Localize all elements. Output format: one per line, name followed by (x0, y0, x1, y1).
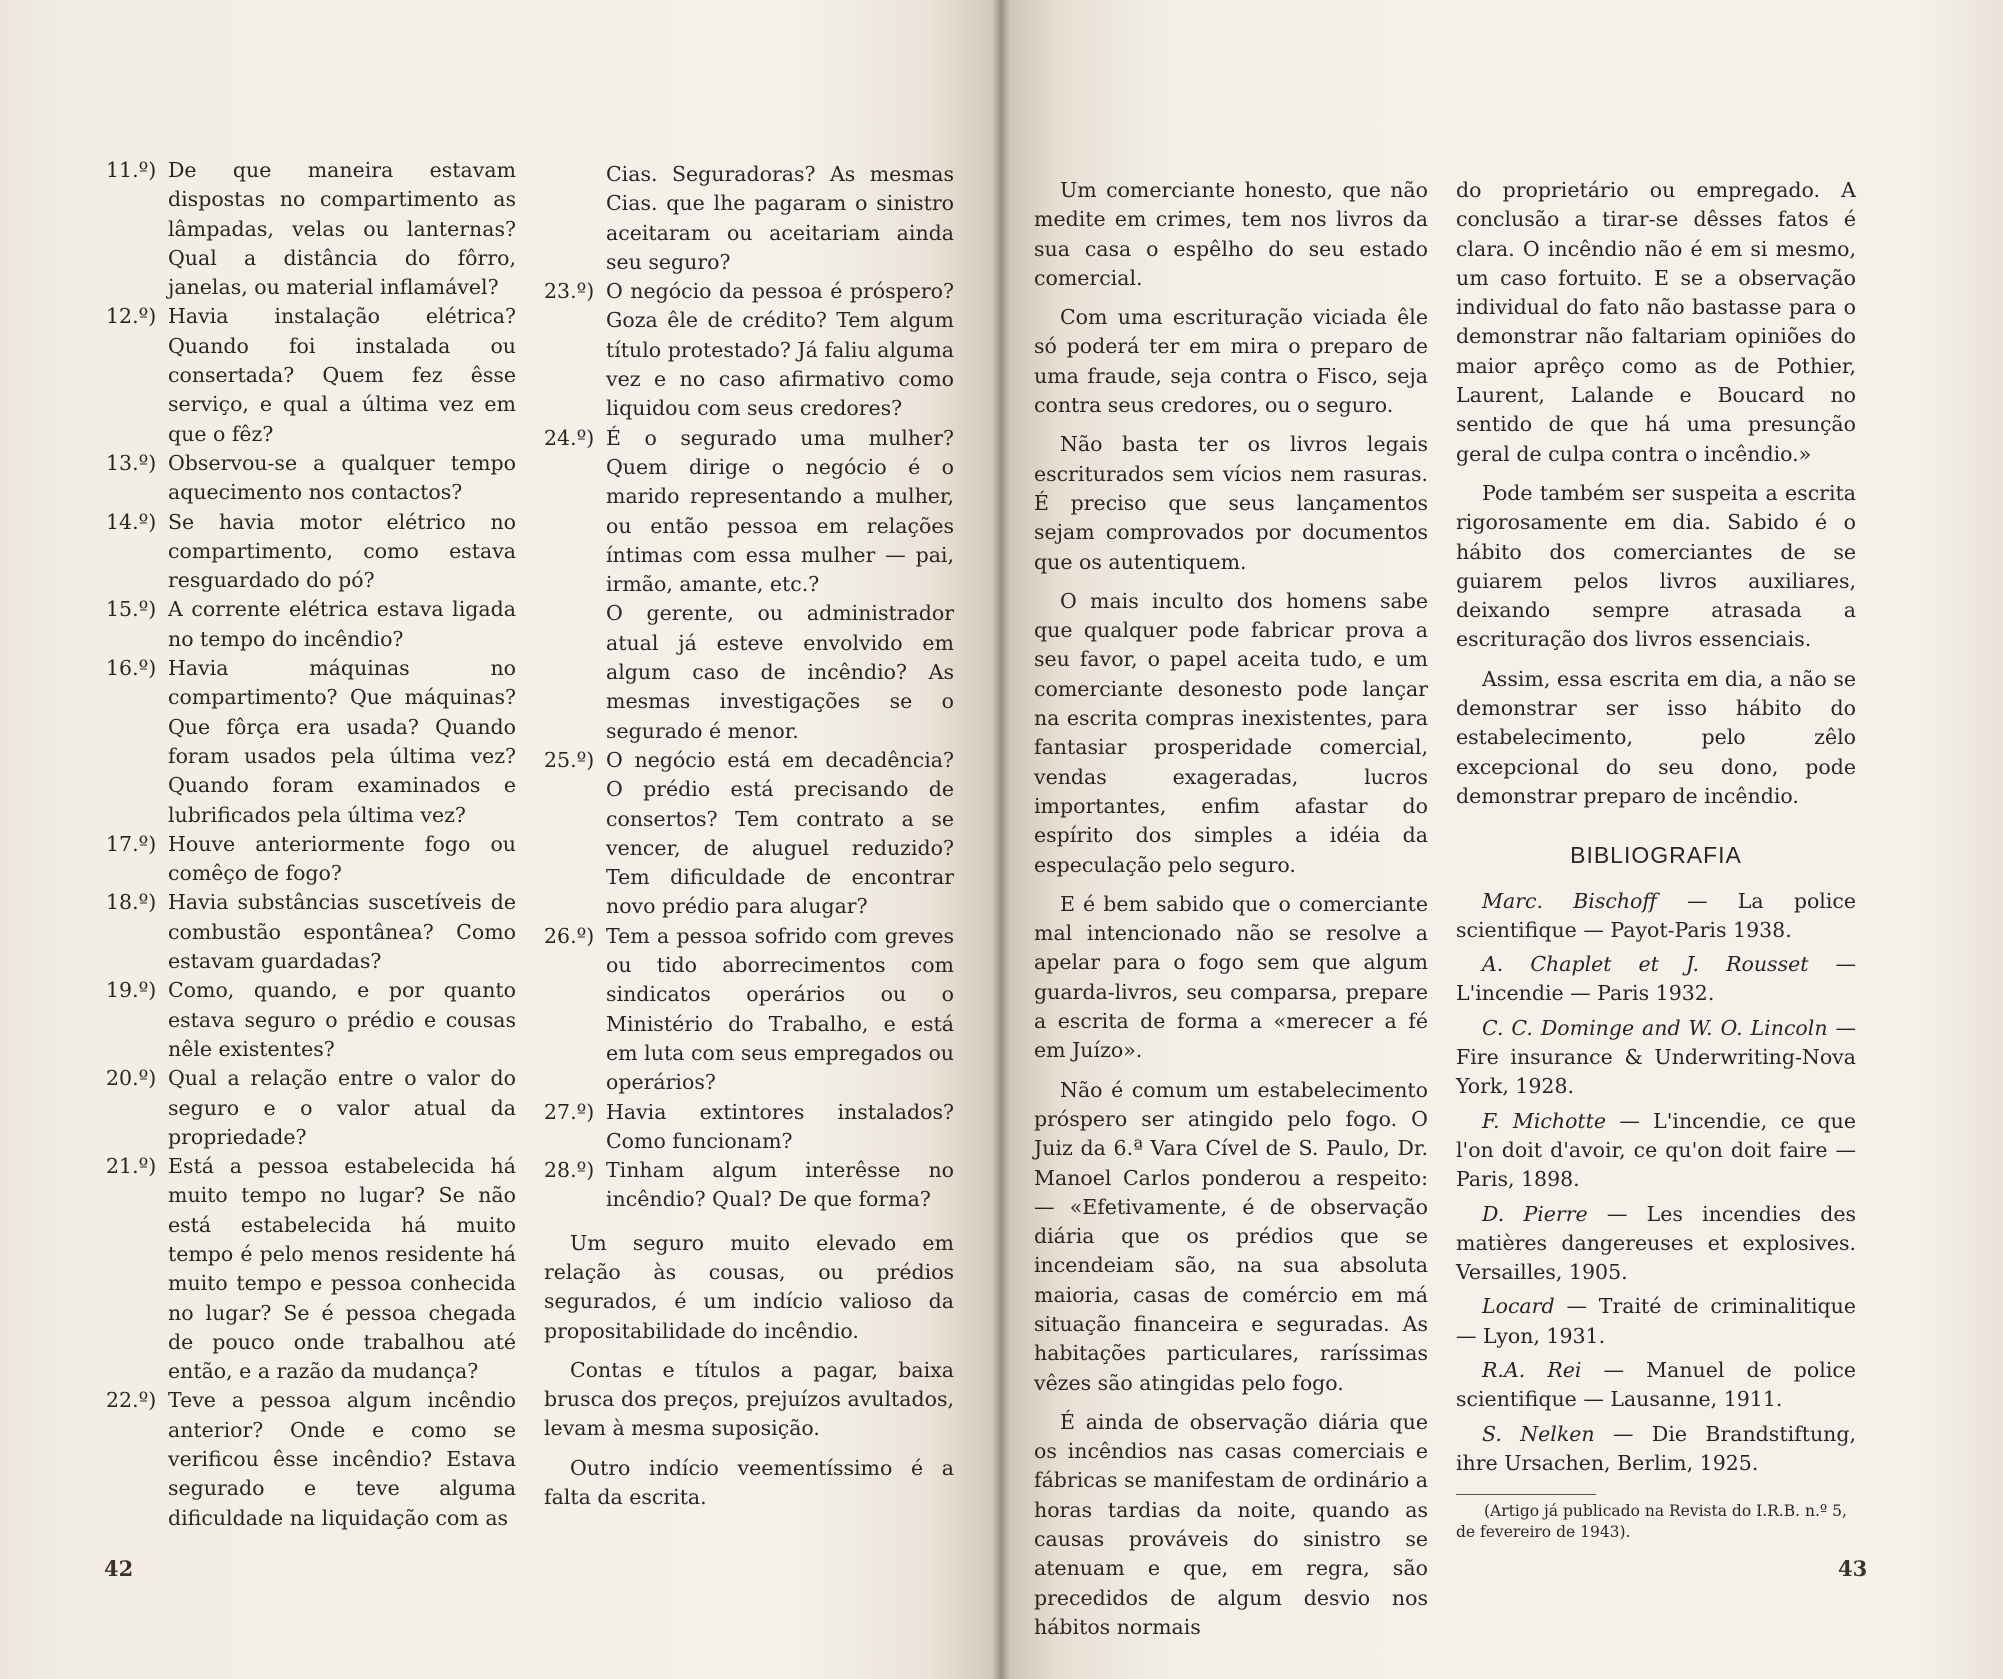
question-item (106, 1152, 516, 1386)
bibliography-author: C. C. Dominge and W. O. Lincoln (1482, 1015, 1828, 1040)
question-text: Houve anteriormente fogo ou comêço de fogo? (168, 831, 516, 886)
question-number: 26.º) (544, 923, 595, 948)
paragraph: O mais inculto dos homens sabe que qualquer pode fabricar prova a seu favor, o papel aceita tudo, e um comerciante desonesto pode lançar na escrita compras inexistentes, para fantasiar prosperidade comercial, vendas exageradas, lucros importantes, enfim afastar do espírito dos simples a idéia da especulação pelo seguro. (1034, 588, 1428, 877)
right-page-column-2 (1456, 176, 1856, 1543)
book-gutter (992, 0, 1010, 1679)
question-text: Havia substâncias suscetíveis de combustão espontânea? Como estavam guardadas? (168, 890, 516, 974)
question-number: 11.º) (106, 158, 157, 182)
question-text: Qual a relação entre o valor do seguro e o valor atual da propriedade? (168, 1066, 516, 1149)
question-text: Tinham algum interêsse no incêndio? Qual? De que forma? (606, 1158, 954, 1212)
bibliography-entry (1456, 1356, 1856, 1415)
bibliography-author: F. Michotte (1482, 1108, 1607, 1133)
bibliography-details: — Les incendies des matières dangereuses et explosives. Versailles, 1905. (1456, 1201, 1857, 1285)
bibliography-details: — La police scientifique — Payot-Paris 1938. (1456, 888, 1857, 942)
question-item (544, 277, 954, 423)
question-text: Havia extintores instalados? Como funcionam? (606, 1099, 954, 1153)
page-number-left: 42 (104, 1556, 134, 1581)
question-item (106, 888, 516, 976)
paragraph: Pode também ser suspeita a escrita rigorosamente em dia. Sabido é o hábito dos comerciantes de se guiarem pelos livros auxiliares, deixando sempre atrasada a escrituração dos livros essenciais. (1456, 480, 1856, 652)
paragraph-continued: Cias. Seguradoras? As mesmas Cias. que lhe pagaram o sinistro aceitaram ou aceitariam ainda seu seguro? (606, 162, 954, 274)
question-number: 16.º) (106, 656, 157, 681)
paragraph: Um comerciante honesto, que não medite em crimes, tem nos livros da sua casa o espêlho do seu estado comercial. (1034, 178, 1428, 290)
question-item (106, 302, 516, 448)
bibliography-author: S. Nelken (1482, 1421, 1595, 1446)
question-item (106, 508, 516, 596)
question-number: 24.º) (544, 425, 595, 450)
question-item (544, 1156, 954, 1215)
paragraph: Um seguro muito elevado em relação às cousas, ou prédios segurados, é um indício valioso da propositabilidade do incêndio. (544, 1230, 954, 1343)
bibliography-entry (1456, 1014, 1856, 1102)
paragraph: Não é comum um estabelecimento próspero ser atingido pelo fogo. O Juiz da 6.ª Vara Cível de S. Paulo, Dr. Manoel Carlos ponderou a respeito: — «Efetivamente, é de observação diária que os prédios que se incendeiam são, na sua absoluta maioria, casas de comércio em má situação financeira e seguradas. As habitações particulares, raríssimas vêzes são atingidas pelo fogo. (1034, 1077, 1428, 1395)
question-item (106, 449, 516, 508)
question-item (106, 654, 516, 830)
bibliography-details: — L'incendie — Paris 1932. (1456, 952, 1856, 1006)
bibliography-heading: BIBLIOGRAFIA (1570, 842, 1742, 869)
paragraph: Com uma escrituração viciada êle só poderá ter em mira o preparo de uma fraude, seja contra o Fisco, seja contra seus credores, ou o seguro. (1034, 305, 1428, 418)
paragraph: O gerente, ou administrador atual já esteve envolvido em algum caso de incêndio? As mesmas investigações se o segurado é menor. (606, 601, 954, 743)
right-page (1000, 0, 2003, 1679)
question-text: Teve a pessoa algum incêndio anterior? Onde e como se verificou êsse incêndio? Estava segurado e teve alguma dificuldade na liquidação com as (168, 1388, 516, 1530)
question-number: 17.º) (106, 831, 157, 856)
paragraph: Outro indício veementíssimo é a falta da escrita. (544, 1455, 954, 1510)
question-number: 15.º) (106, 597, 157, 622)
footnote: (Artigo já publicado na Revista do I.R.B. n.º 5, de fevereiro de 1943). (1456, 1502, 1847, 1542)
question-item (106, 830, 516, 889)
question-number: 22.º) (106, 1388, 157, 1413)
bibliography-details: — Manuel de police scientifique — Lausanne, 1911. (1456, 1357, 1856, 1412)
question-number: 14.º) (106, 509, 157, 534)
bibliography-author: A. Chaplet et J. Rousset (1482, 952, 1809, 977)
question-number: 18.º) (106, 890, 157, 915)
question-item (106, 1064, 516, 1152)
bibliography-details: — Traité de criminalitique — Lyon, 1931. (1456, 1294, 1856, 1348)
question-item (106, 1386, 516, 1532)
page-number-right: 43 (1838, 1556, 1868, 1581)
bibliography-details: — Fire insurance & Underwriting-Nova York, 1928. (1456, 1015, 1856, 1099)
question-text: De que maneira estavam dispostas no compartimento as lâmpadas, velas ou lanternas? Qual a distância do fôrro, janelas, ou material inflamável? (168, 158, 516, 300)
question-number: 13.º) (106, 450, 157, 475)
bibliography-author: Locard (1482, 1294, 1555, 1319)
footnote-block (1456, 1494, 1856, 1543)
paragraph: Assim, essa escrita em dia, a não se demonstrar ser isso hábito do estabelecimento, pelo zêlo excepcional do seu dono, pode demonstrar preparo de incêndio. (1456, 666, 1856, 808)
footnote-rule (1456, 1494, 1596, 1495)
paragraph: E é bem sabido que o comerciante mal intencionado não se resolve a apelar para o fogo sem que algum guarda-livros, seu comparsa, prepare a escrita de forma a «merecer a fé em Juízo». (1034, 891, 1428, 1063)
paragraph: É ainda de observação diária que os incêndios nas casas comerciais e fábricas se manifestam de ordinário a horas tardias da noite, quando as causas prováveis do sinistro se atenuam e que, em regra, são precedidos de algum desvio nos hábitos normais (1034, 1409, 1428, 1639)
bibliography-details: — Die Brandstiftung, ihre Ursachen, Berlim, 1925. (1456, 1421, 1856, 1475)
question-text: Havia instalação elétrica? Quando foi instalada ou consertada? Quem fez êsse serviço, e qual a última vez em que o fêz? (168, 304, 516, 446)
question-text: Tem a pessoa sofrido com greves ou tido aborrecimentos com sindicatos operários ou o Ministério do Trabalho, e está em luta com seus empregados ou operários? (606, 923, 954, 1095)
question-item (544, 1098, 954, 1157)
question-number: 23.º) (544, 279, 595, 304)
bibliography-entry (1456, 887, 1856, 946)
question-number: 25.º) (544, 747, 595, 772)
question-number: 12.º) (106, 304, 157, 329)
bibliography-entry (1456, 1292, 1856, 1351)
bibliography-entry (1456, 950, 1856, 1009)
question-number: 19.º) (106, 978, 157, 1003)
right-page-column-1 (1034, 176, 1428, 1652)
question-number: 27.º) (544, 1099, 595, 1124)
bibliography-entry (1456, 1107, 1856, 1195)
question-item (106, 156, 516, 302)
question-number: 20.º) (106, 1066, 157, 1091)
question-text: Se havia motor elétrico no compartimento, como estava resguardado do pó? (168, 509, 516, 593)
question-item (106, 976, 516, 1064)
question-text: É o segurado uma mulher? Quem dirige o negócio é o marido representando a mulher, ou então pessoa em relações íntimas com essa mulher — pai, irmão, amante, etc.? (606, 425, 954, 597)
bibliography-author: D. Pierre (1482, 1201, 1588, 1226)
left-page-column-1 (106, 156, 516, 1533)
question-item (544, 922, 954, 1098)
question-item (544, 424, 954, 600)
question-text: Como, quando, e por quanto estava seguro o prédio e cousas nêle existentes? (168, 978, 516, 1061)
question-item (544, 746, 954, 922)
question-item (106, 595, 516, 654)
question-text: O negócio está em decadência? O prédio está precisando de consertos? Tem contrato a se vencer, de aluguel reduzido? Tem dificuldade de encontrar novo prédio para alugar? (606, 747, 954, 919)
left-page-column-2 (544, 160, 954, 1522)
paragraph: Contas e títulos a pagar, baixa brusca dos preços, prejuízos avultados, levam à mesma suposição. (544, 1357, 954, 1441)
paragraph-continued: do proprietário ou empregado. A conclusão a tirar-se dêsses fatos é clara. O incêndio não é em si mesmo, um caso fortuito. E se a observação individual do fato não bastasse para o demonstrar não faltariam opiniões do maior aprêço como as de Pothier, Laurent, Lalande e Boucard no sentido de que há uma presunção geral de culpa contra o incêndio.» (1456, 178, 1856, 466)
question-text: O negócio da pessoa é próspero? Goza êle de crédito? Tem algum título protestado? Já faliu alguma vez e no caso afirmativo como liquidou com seus credores? (606, 279, 954, 421)
left-page (0, 0, 1000, 1679)
bibliography-entry (1456, 1420, 1856, 1479)
question-text: A corrente elétrica estava ligada no tempo do incêndio? (168, 597, 516, 651)
bibliography-author: Marc. Bischoff (1482, 888, 1657, 913)
bibliography-author: R.A. Rei (1482, 1357, 1582, 1382)
paragraph: Não basta ter os livros legais escriturados sem vícios nem rasuras. É preciso que seus lançamentos sejam comprovados por documentos que os autentiquem. (1034, 432, 1428, 574)
question-text: Havia máquinas no compartimento? Que máquinas? Que fôrça era usada? Quando foram usados pela última vez? Quando foram examinados e lubrificados pela última vez? (168, 656, 516, 827)
question-number: 21.º) (106, 1154, 157, 1179)
bibliography-entry (1456, 1200, 1856, 1288)
question-text: Observou-se a qualquer tempo aquecimento nos contactos? (168, 450, 516, 505)
bibliography-details: — L'incendie, ce que l'on doit d'avoir, ce qu'on doit faire — Paris, 1898. (1456, 1108, 1856, 1192)
question-text: Está a pessoa estabelecida há muito tempo no lugar? Se não está estabelecida há muito tempo é pelo menos residente há muito tempo e pessoa conhecida no lugar? Se é pessoa chegada de pouco onde trabalhou até então, e a razão da mudança? (168, 1154, 516, 1384)
question-number: 28.º) (544, 1158, 595, 1183)
